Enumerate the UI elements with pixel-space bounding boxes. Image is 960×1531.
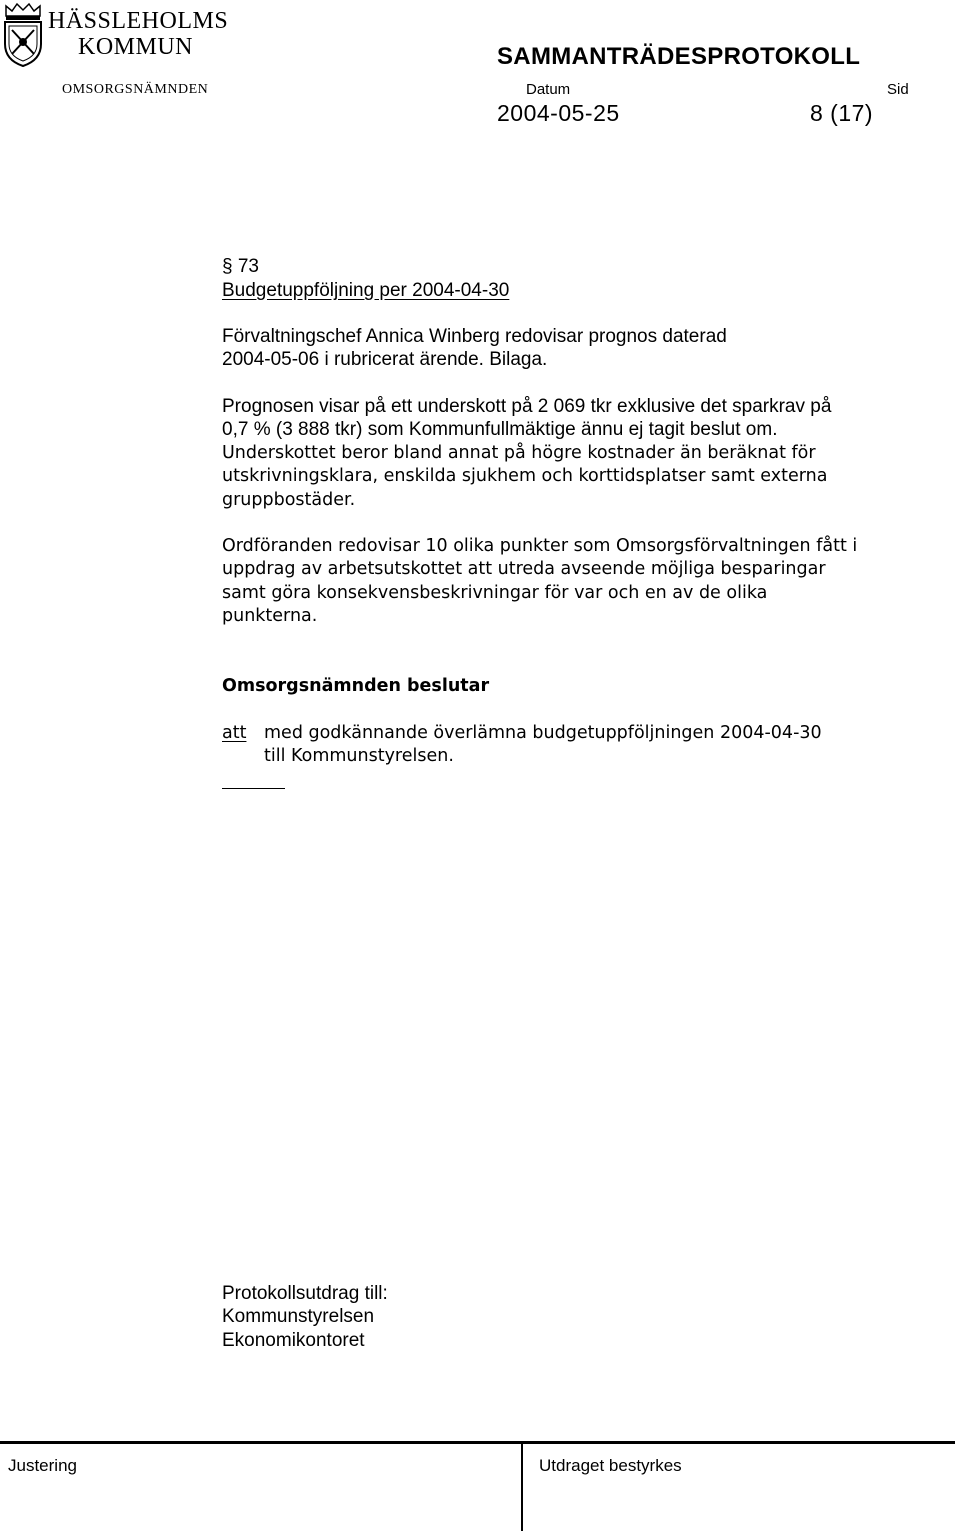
footer-rule xyxy=(0,1441,955,1444)
paragraph-line: Underskottet beror bland annat på högre kostnader än beräknat för xyxy=(222,442,816,463)
paragraph-forecast xyxy=(222,395,831,512)
decision-heading: Omsorgsnämnden beslutar xyxy=(222,676,490,696)
decision-keyword: att xyxy=(222,723,247,743)
paragraph-line: gruppbostäder. xyxy=(222,489,356,510)
distribution-recipient: Kommunstyrelsen xyxy=(222,1306,375,1328)
municipal-coat-of-arms-icon xyxy=(0,2,46,68)
date-label: Datum xyxy=(526,81,571,98)
paragraph-line: utskrivningsklara, enskilda sjukhem och korttidsplatser samt externa xyxy=(222,466,828,487)
distribution-list xyxy=(222,1282,388,1352)
org-name-line1: HÄSSLEHOLMS xyxy=(48,8,229,34)
paragraph-chair xyxy=(222,535,857,629)
committee-name: OMSORGSNÄMNDEN xyxy=(62,82,209,97)
meeting-date: 2004-05-25 xyxy=(497,100,620,126)
footer-divider xyxy=(521,1441,523,1531)
paragraph-line: punkterna. xyxy=(222,606,318,627)
section-number: § 73 xyxy=(222,256,259,277)
paragraph-line: Prognosen visar på ett underskott på 2 069 tkr exklusive det sparkrav på xyxy=(222,396,832,417)
page-number: 8 (17) xyxy=(810,100,874,126)
decision-line: till Kommunstyrelsen. xyxy=(264,746,454,767)
page-label: Sid xyxy=(887,81,909,98)
paragraph-line: Förvaltningschef Annica Winberg redovisar prognos daterad xyxy=(222,326,727,347)
paragraph-line: 2004-05-06 i rubricerat ärende. Bilaga. xyxy=(222,349,548,371)
signature-field-justering: Justering xyxy=(8,1456,77,1475)
paragraph-line: samt göra konsekvensbeskrivningar för var och en av de olika xyxy=(222,582,768,603)
paragraph-report xyxy=(222,325,727,372)
section-title: Budgetuppföljning per 2004-04-30 xyxy=(222,280,510,301)
paragraph-line: uppdrag av arbetsutskottet att utreda avseende möjliga besparingar xyxy=(222,559,826,580)
paragraph-line: 0,7 % (3 888 tkr) som Kommunfullmäktige ännu ej tagit beslut om. xyxy=(222,419,778,441)
distribution-label: Protokollsutdrag till: xyxy=(222,1283,388,1304)
decision-line: med godkännande överlämna budgetuppföljningen 2004-04-30 xyxy=(264,723,822,743)
decision-text xyxy=(264,722,822,769)
distribution-recipient: Ekonomikontoret xyxy=(222,1329,365,1351)
document-title: SAMMANTRÄDESPROTOKOLL xyxy=(497,43,861,70)
section-end-rule xyxy=(222,788,285,789)
signature-field-utdraget: Utdraget bestyrkes xyxy=(539,1456,682,1475)
paragraph-line: Ordföranden redovisar 10 olika punkter som Omsorgsförvaltningen fått i xyxy=(222,536,858,556)
org-name-line2: KOMMUN xyxy=(78,34,194,60)
